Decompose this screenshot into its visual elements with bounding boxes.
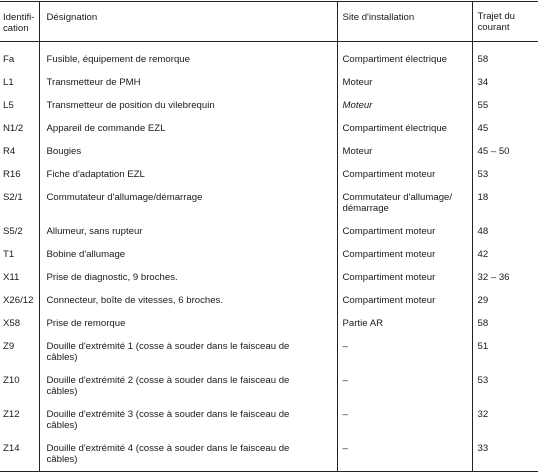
- cell-identification: R16: [3, 169, 21, 180]
- cell-site: –: [337, 329, 472, 363]
- cell-trajet: 18: [472, 180, 538, 214]
- cell-site: Compartiment moteur: [337, 214, 472, 237]
- cell-identification: X58: [3, 318, 21, 329]
- cell-identification: L1: [3, 77, 14, 88]
- table-row: [0, 283, 538, 306]
- cell-designation: Transmetteur de position du vilebrequin: [39, 88, 337, 111]
- cell-trajet: 53: [472, 157, 538, 180]
- table-row: [0, 157, 538, 180]
- cell-designation: Douille d'extrémité 3 (cosse à souder dans le faisceau de câbles): [39, 397, 337, 431]
- cell-designation: Prise de diagnostic, 9 broches.: [39, 260, 337, 283]
- cell-trajet: 51: [472, 329, 538, 363]
- table-row: [0, 180, 538, 214]
- table-row: [0, 260, 538, 283]
- table-row: [0, 237, 538, 260]
- cell-site: –: [337, 397, 472, 431]
- table-header: [0, 2, 538, 42]
- table-row: [0, 65, 538, 88]
- cell-site: Compartiment moteur: [337, 283, 472, 306]
- cell-designation: Fiche d'adaptation EZL: [39, 157, 337, 180]
- header-identification: Identifi- cation: [0, 2, 39, 42]
- cell-identification: Z14: [0, 431, 39, 472]
- cell-designation: Appareil de commande EZL: [39, 111, 337, 134]
- table-row: [0, 111, 538, 134]
- table-body: [0, 42, 538, 472]
- cell-site: Compartiment moteur: [337, 157, 472, 180]
- cell-trajet: 29: [472, 283, 538, 306]
- component-table: [0, 1, 538, 472]
- cell-trajet: 48: [472, 214, 538, 237]
- cell-site: Compartiment moteur: [337, 237, 472, 260]
- cell-identification: R4: [3, 146, 16, 157]
- cell-identification: Z10: [3, 375, 20, 386]
- cell-designation: Bobine d'allumage: [39, 237, 337, 260]
- table-row: [0, 134, 538, 157]
- cell-identification: T1: [3, 249, 15, 260]
- cell-designation: Connecteur, boîte de vitesses, 6 broches.: [39, 283, 337, 306]
- cell-designation: Prise de remorque: [39, 306, 337, 329]
- cell-site: Compartiment moteur: [337, 260, 472, 283]
- table-row: [0, 306, 538, 329]
- table-row: [0, 329, 538, 363]
- cell-identification: L5: [3, 100, 14, 111]
- cell-site: Commutateur d'allumage/ démarrage: [337, 180, 472, 214]
- table-row: [0, 363, 538, 397]
- cell-designation: Transmetteur de PMH: [39, 65, 337, 88]
- cell-identification: Fa: [3, 54, 15, 65]
- cell-identification: Z9: [3, 341, 15, 352]
- cell-site: Moteur: [337, 65, 472, 88]
- cell-designation: Douille d'extrémité 1 (cosse à souder dans le faisceau de câbles): [39, 329, 337, 363]
- table-row: [0, 214, 538, 237]
- cell-trajet: 55: [472, 88, 538, 111]
- table-row: [0, 431, 538, 472]
- header-trajet: Trajet du courant: [472, 2, 538, 42]
- cell-trajet: 53: [472, 363, 538, 397]
- cell-trajet: 34: [472, 65, 538, 88]
- cell-trajet: 45 – 50: [472, 134, 538, 157]
- table-row: [0, 42, 538, 66]
- cell-trajet: 42: [472, 237, 538, 260]
- cell-identification: X26/12: [3, 295, 34, 306]
- header-site: Site d'installation: [337, 2, 472, 42]
- cell-site: Moteur: [337, 88, 472, 111]
- cell-site: Partie AR: [337, 306, 472, 329]
- cell-trajet: 33: [472, 431, 538, 472]
- cell-identification: N1/2: [3, 123, 24, 134]
- cell-designation: Bougies: [39, 134, 337, 157]
- table-row: [0, 397, 538, 431]
- cell-site: –: [337, 363, 472, 397]
- cell-trajet: 45: [472, 111, 538, 134]
- cell-site: Compartiment électrique: [337, 42, 472, 66]
- cell-trajet: 32 – 36: [472, 260, 538, 283]
- cell-designation: Douille d'extrémité 2 (cosse à souder dans le faisceau de câbles): [39, 363, 337, 397]
- cell-designation: Fusible, équipement de remorque: [39, 42, 337, 66]
- cell-site: Compartiment électrique: [337, 111, 472, 134]
- header-designation: Désignation: [39, 2, 337, 42]
- cell-identification: Z12: [3, 409, 20, 420]
- table-row: [0, 88, 538, 111]
- cell-designation: Commutateur d'allumage/démarrage: [39, 180, 337, 214]
- cell-identification: S2/1: [3, 192, 23, 203]
- cell-designation: Douille d'extrémité 4 (cosse à souder dans le faisceau de câbles): [39, 431, 337, 472]
- cell-trajet: 58: [472, 42, 538, 66]
- cell-trajet: 58: [472, 306, 538, 329]
- cell-identification: X11: [3, 272, 20, 283]
- cell-trajet: 32: [472, 397, 538, 431]
- cell-site: Moteur: [337, 134, 472, 157]
- cell-identification: S5/2: [3, 226, 23, 237]
- cell-site: –: [337, 431, 472, 472]
- cell-designation: Allumeur, sans rupteur: [39, 214, 337, 237]
